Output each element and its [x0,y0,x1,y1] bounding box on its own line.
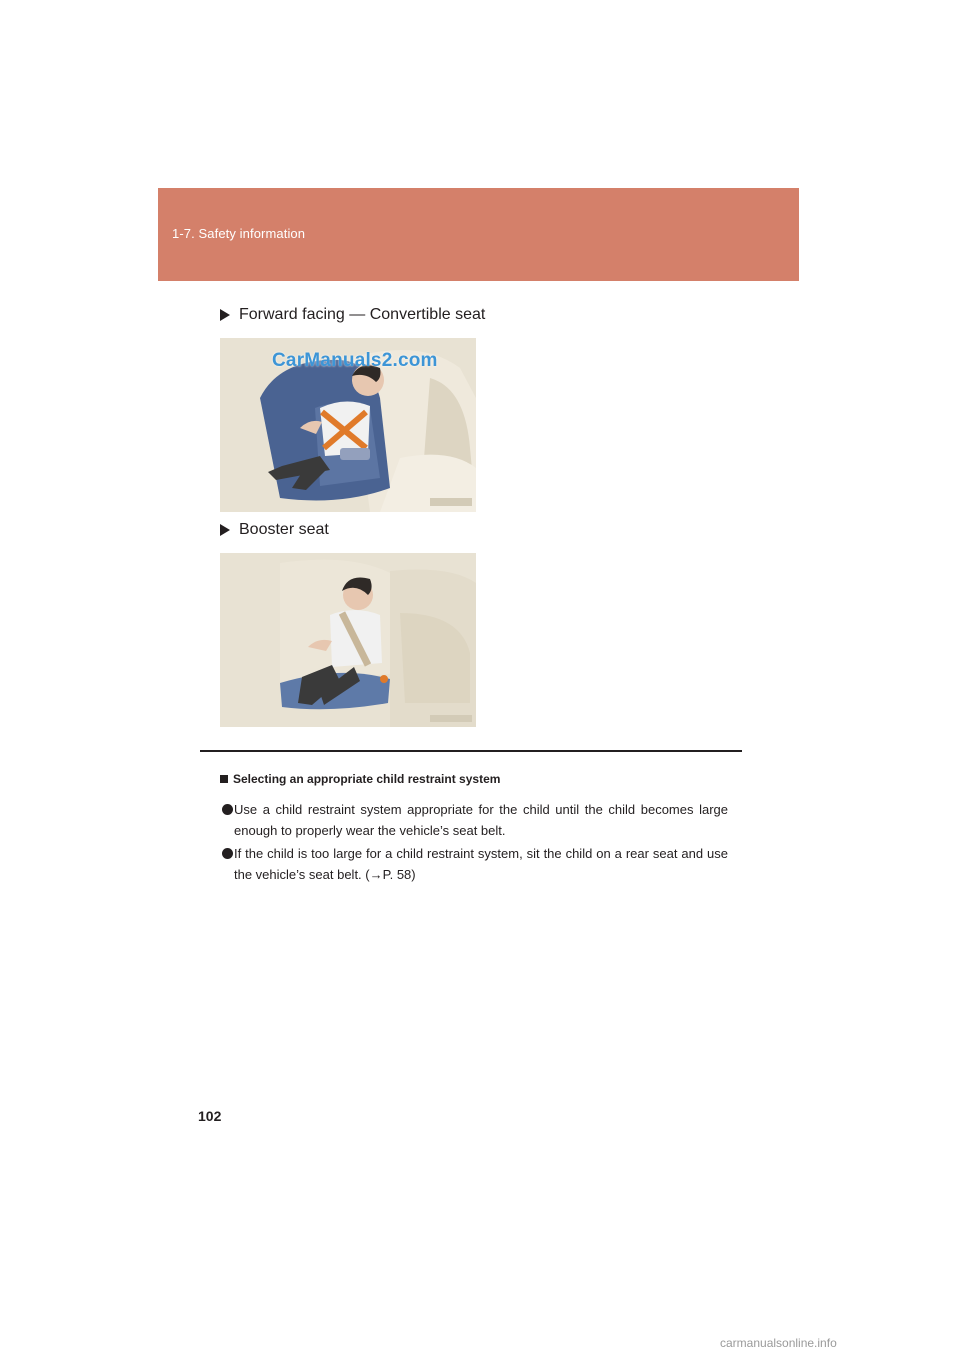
square-bullet-icon [220,775,228,783]
figure-caption-forward-facing [220,306,485,324]
watermark-text: CarManuals2.com [272,350,438,371]
triangle-bullet-icon [220,309,230,321]
illustration-booster-seat [220,553,476,727]
figure-caption-text: Forward facing — Convertible seat [239,306,486,323]
note-heading-text: Selecting an appropriate child restraint system [233,772,501,786]
illustration-convertible-seat [220,338,476,512]
section-title: 1-7. Safety information [172,226,306,241]
page-number: 102 [198,1108,222,1124]
circle-bullet-icon [222,804,233,815]
note-bullet [222,843,728,885]
section-divider [200,750,742,752]
footer-watermark: carmanualsonline.info [720,1336,837,1350]
note-bullet-text: Use a child restraint system appropriate for the child until the child becomes large enough to properly wear the vehicle’s seat belt. [234,802,728,838]
booster-seat-illustration [220,553,476,727]
note-heading [220,772,500,786]
triangle-bullet-icon [220,524,230,536]
figure-caption-text: Booster seat [239,521,329,538]
figure-caption-booster-seat [220,521,329,539]
section-header-band [158,188,799,281]
circle-bullet-icon [222,848,233,859]
note-bullet-text: If the child is too large for a child restraint system, sit the child on a rear seat and use the vehicle’s seat belt. (→P. 58) [234,846,728,882]
note-bullet [222,799,728,841]
